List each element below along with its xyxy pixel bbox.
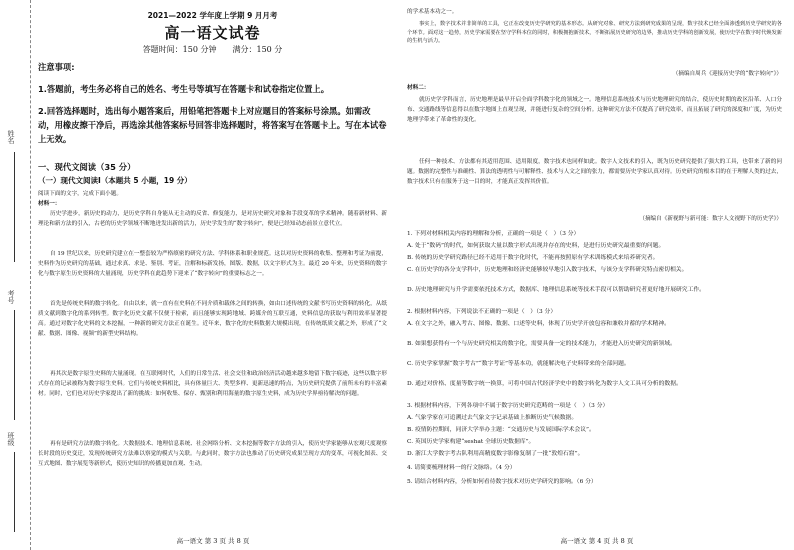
reading-intro: 阅读下面的文字，完成下面小题。 (38, 191, 122, 197)
question-1-option-a: A. 处于“数码”的时代，如何获取大量以数字形式出现并存在的史料，是进行历史研究最重要的问题。 (407, 243, 665, 249)
source-1: （摘编自周兵《迎接历史学的“数字转向”》） (672, 71, 782, 77)
material-2-label: 材料二： (407, 85, 430, 91)
material-2-para-2: 任何一种技术、方法都有其适用范围、适用限度，数字技术也同样如此。数字人文技术的引入，既为历史研究提供了强大的工具，也带来了新的问题。数据的完整性与准确性、算法的透明性与可解释性、技术与人文之间的张力，都需要历史学家认真对待。历史研究的根本目的在于理解人类的过去，数字技术只有在服务于这一目的时，才能真正发挥其价值。 (407, 159, 782, 185)
question-3-option-a: A. 气象学家在可追溯过去气象文字记录基础上推断历史气候数据。 (407, 415, 578, 421)
question-5: 5. 请结合材料内容，分析如何看待数字技术对历史学研究的影响。（6 分） (407, 479, 597, 485)
notice-2: 2.回答选择题时，选出每小题答案后，用铅笔把答题卡上对应题目的答案标号涂黑。如需改动，用橡皮擦干净后，再选涂其他答案标号回答非选择题时，将答案写在答题卡上。写在本试卷上无效。 (38, 106, 387, 144)
question-2-option-a: A. 在文字之外，融入考古、图像、数据、口述等史料，体现了历史学开放包容和兼收并蓄的学术精神。 (407, 321, 670, 327)
exam-title: 高一语文试卷 (164, 24, 261, 42)
material-1-para-1: 历史学进步，新历史的动力，是历史学科自身能从无主动的反省、修复能力，是对历史研究对象和手段变革的学术精神。随着新材料、新理论和新方法的引入，古老的历史学领域不断地迸发出新的活力，历史学发生的“数字转向”，便是已经知动态前景立意代立。 (38, 211, 387, 227)
page-footer-left: 高一语文 第 3 页 共 8 页 (176, 537, 250, 545)
question-2-option-b: B. 如果想获得有一个与历史研究相关的数字化，需要具备一定的技术能力，才能进入历史研究的新领域。 (407, 341, 676, 347)
material-1-para-3: 首先是传统史料的数字转化。自由以来，就一直有在史料在不同介质和载体之间的转换，如由口述传统的文献书写历史资料的转化，从纸质文献到数字化的系列转型。数字化历史文献不仅便于检索，而且能够实现跨地域、跨媒介的互联互通，史料信息的获取与利用效率显著提高。通过对数字化史料的文本挖掘，一种新的研究方法正在诞生。近年来，数字化的史料数据大规模出现，在传统纸质文献之外，形成了“文献、数据、图像、视频”的新型史料结构。 (38, 301, 387, 337)
class-label: 班级 (7, 432, 15, 446)
page-footer-right: 高一语文 第 4 页 共 8 页 (560, 537, 634, 545)
right-page (397, 0, 794, 550)
quote-block: 事实上，数字技术并非简单的工具，它正在改变历史学研究的基本形态。从研究对象、研究方法到研究成果的呈现，数字技术已经全面渗透到历史学研究的各个环节。面对这一趋势，历史学家需要在坚守学科本位的同时，积极拥抱新技术，不断拓展历史研究的边界，推动历史学科的创新发展，使历史学在数字时代焕发新的生机与活力。 (407, 21, 782, 45)
question-2-option-c: C. 历史学家掌握“数字考古”“数字考证”等基本功，就能解决电子史料带来的全部问题。 (407, 361, 630, 367)
material-1-para-5: 再有是研究方法的数字转化。大数据技术、地理信息系统、社会网络分析、文本挖掘等数字方法的引入，使历史学家能够从宏观尺度观察长时段的历史变迁，发现传统研究方法难以察觉的模式与关联。与此同时，数字方法也推动了历史研究成果呈现方式的变革，可视化图表、交互式地图、数字展览等新形式，使历史知识的传播更加直观、生动。 (38, 441, 387, 467)
material-2-para-1: 就历史学学科而言，历史地理是最早开启全面学科数字化的领域之一。地理信息系统技术与历史地理研究的结合，使历史时期的政区沿革、人口分布、交通路线等信息得以在数字地图上直观呈现，并能进行复杂的空间分析。这种研究方法不仅提高了研究效率，而且拓展了研究的深度和广度，为历史地理学带来了革命性的变化。 (407, 97, 782, 123)
exam-no-line (14, 310, 15, 420)
question-2: 2. 根据材料内容，下列说法不正确的一项是（ ）（3 分） (407, 309, 557, 315)
section-1a-heading: （一）现代文阅读Ⅰ（本题共 5 小题，19 分） (38, 176, 192, 185)
question-3: 3. 根据材料内容，下列各项中不属于数字历史研究范畴的一项是（ ）（3 分） (407, 403, 609, 409)
question-1: 1. 下列对材料相关内容的理解和分析，正确的一项是（ ）（3 分） (407, 231, 580, 237)
notice-1: 1.答題前，考生务必将自己的姓名、考生号等填写在答题卡和试卷指定位置上。 (38, 84, 330, 94)
exam-info: 答题时间：150 分钟 满分：150 分 (142, 45, 283, 54)
question-1-option-d: D. 历史地理研究与升学需要依托技术方式，数据库、地理信息系统等技术手段可以帮助研究者更好地开展研究工作。 (407, 287, 705, 293)
notice-title: 注意事项: (38, 62, 75, 72)
question-1-option-c: C. 在历史学的各分支学科中，历史地理和经济史能够较早地引入数字技术，与该分支学科研究特点密切相关。 (407, 267, 688, 273)
binding-strip (0, 0, 31, 550)
name-label: 姓名 (7, 130, 15, 144)
section-1-heading: 一、现代文阅读（35 分） (38, 162, 136, 172)
question-4: 4. 请简要梳理材料一的行文脉络。（4 分） (407, 465, 516, 471)
name-line (14, 152, 15, 262)
material-1-para-4: 再其次是数字原生史料的大量涌现。在互联网时代，人们的日常生活、社会交往和政治经济活动越来越多地留下数字痕迹，这些以数字形式存在的记录被称为数字原生史料。它们与传统史料相比，具有体量巨大、类型多样、更新迅速的特点，为历史研究提供了前所未有的丰富素材。同时，它们也对历史学家提出了新的挑战：如何收集、保存、甄别和利用海量的数字原生史料，成为历史学界亟待解决的问题。 (38, 371, 387, 397)
material-1-label: 材料一： (38, 201, 61, 207)
question-3-option-d: D. 浙江大学数字考古队利用高精度数字影像复制了一批“敦煌石窟”。 (407, 451, 584, 457)
question-2-option-d: D. 通过对价格、度量等数字统一换算，可将中国古代经济学史中的数字转化为数字人文工具可分析的数据。 (407, 381, 682, 387)
continued-text: 的学术基本功之一。 (407, 9, 458, 15)
question-1-option-b: B. 传统的历史学研究路径已经不适用于数字化时代，不能再按照原有学术训练模式来培养研究者。 (407, 255, 659, 261)
exam-no-label: 考号 (7, 290, 15, 304)
material-1-para-2: 自 19 世纪以来，历史研究建立在一整套较为严格缜密的研究方法、学科体系和职业规范。这以对历史资料的收集、整理和考证为前提，史料作为历史研究的基础，通过求真、求是、鉴别、考证，注解和标新发扬，图版、数据，以文字形式为主。最近 20 年来，历史资料的数字化与数字原生历史资料的大量涌现，历史学科在此趋势下迎来了“数字转向”的重要标志之一。 (38, 251, 387, 277)
school-year: 2021—2022 学年度上学期 9 月月考 (147, 11, 278, 20)
source-2: （摘编自《新视野与新可能：数字人文视野下的历史学》） (639, 216, 782, 222)
question-3-option-c: C. 英国历史学家构建“seshat 全球历史数据库”。 (407, 439, 535, 445)
class-line (14, 452, 15, 532)
question-3-option-b: B. 疫情防控期间，同济大学举办主题：“交通历史与发展国际学术会议”。 (407, 427, 595, 433)
